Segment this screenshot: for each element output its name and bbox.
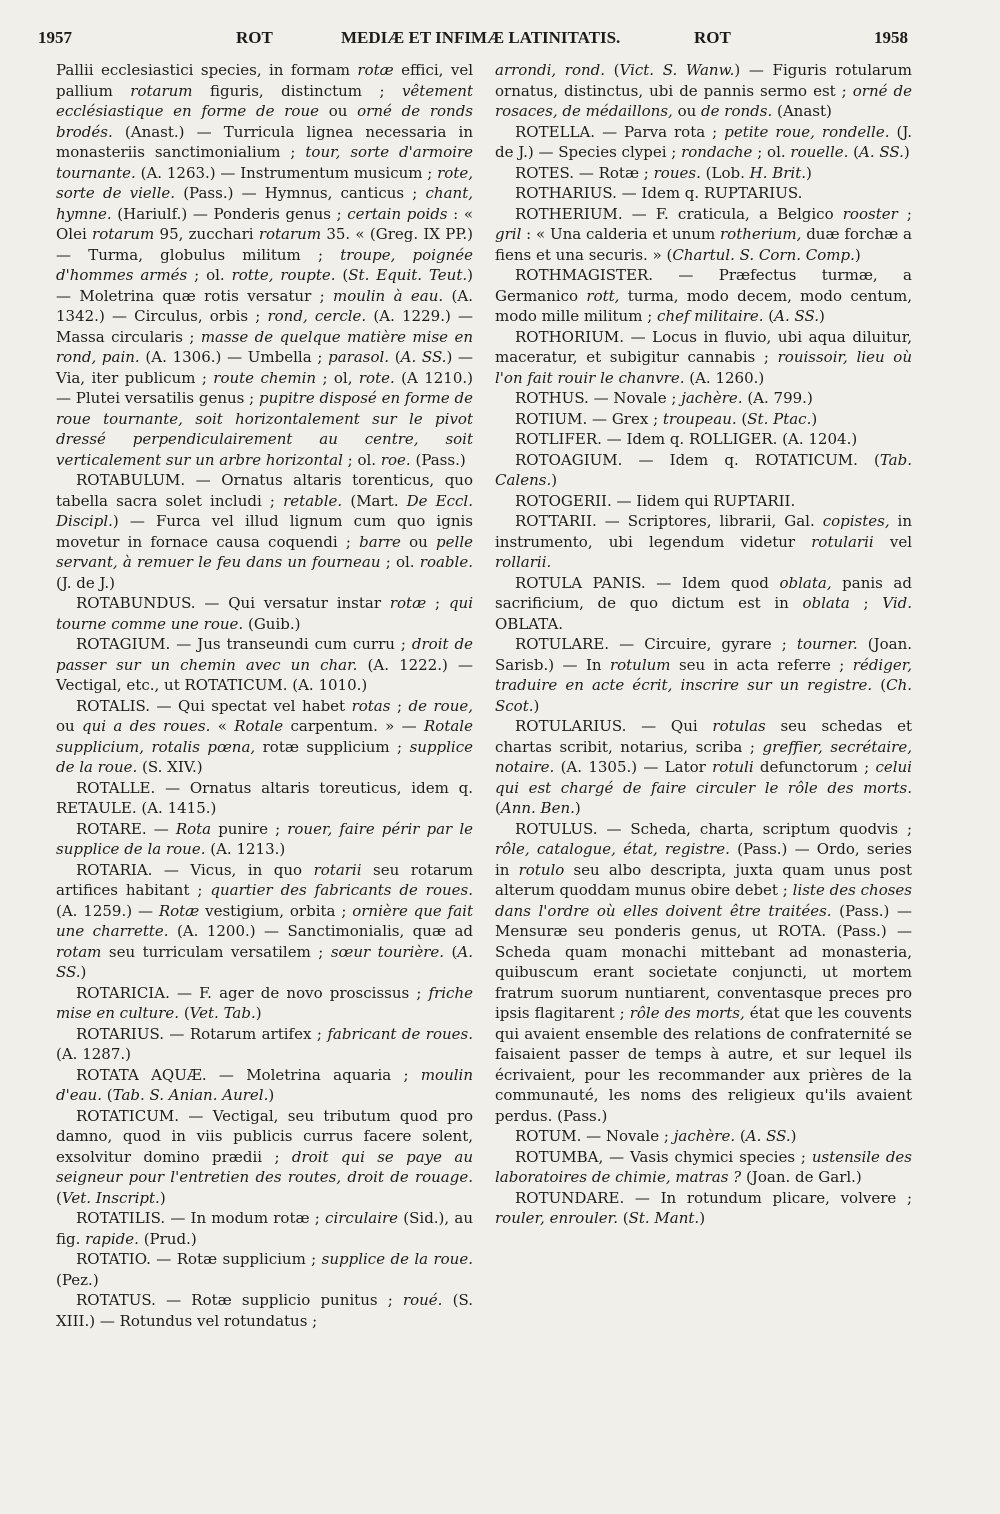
dictionary-entry: ROTULARIUS. — Qui rotulas seu schedas et chartas scribit, notarius, scriba ; greffier, secrétaire, notaire. (A. 1305.) — Lator rotuli defunctorum ; celui qui est chargé de faire circuler le rôle des morts. (Ann. Ben.): [495, 717, 912, 817]
dictionary-entry: ROTUMBA, — Vasis chymici species ; ustensile des laboratoires de chimie, matras ? (Joan. de Garl.): [495, 1147, 912, 1186]
dictionary-entry: ROTARE. — Rota punire ; rouer, faire périr par le supplice de la roue. (A. 1213.): [56, 819, 473, 858]
dictionary-entry: ROTARICIA. — F. ager de novo proscissus ; friche mise en culture. (Vet. Tab.): [56, 983, 473, 1022]
left-column: [56, 60, 473, 1331]
dictionary-entry: ROTES. — Rotæ ; roues. (Lob. H. Brit.): [515, 163, 812, 182]
dictionary-entry: ROTULUS. — Scheda, charta, scriptum quodvis ; rôle, catalogue, état, registre. (Pass.) — Ordo, series in rotulo seu albo descripta, juxta quam unus post alterum quoddam munus obire debet ; liste des choses dans l'ordre où elles doivent être traitées. (Pass.) — Mensuræ seu ponderis genus, ut ROTA. (Pass.) — Scheda quam monachi mittebant ad monasteria, quibuscum erant societate conjuncti, ut mortem fratrum suorum nuntiarent, conventasque preces pro ipsis flagitarent ; rôle des morts, état que les couvents qui avaient ensemble des relations de confraternité se faisaient passer de temps à autre, et sur lequel ils écrivaient, pour les recommander aux prières de la communauté, les noms des religieux qu'ils avaient perdus. (Pass.): [495, 819, 912, 1125]
dictionary-entry: ROTIUM. — Grex ; troupeau. (St. Ptac.): [515, 409, 818, 428]
dictionary-entry: ROTHORIUM. — Locus in fluvio, ubi aqua diluitur, maceratur, et subigitur cannabis ; rouissoir, lieu où l'on fait rouir le chanvre. (A. 1260.): [495, 327, 912, 387]
dictionary-entry: ROTELLA. — Parva rota ; petite roue, rondelle. (J. de J.) — Species clypei ; rondache ; ol. rouelle. (A. SS.): [495, 122, 912, 161]
dictionary-entry: ROTATIO. — Rotæ supplicium ; supplice de la roue. (Pez.): [56, 1250, 473, 1289]
running-header: [38, 28, 970, 56]
dictionary-entry: ROTABULUM. — Ornatus altaris torenticus, quo tabella sacra solet includi ; retable. (Mart. De Eccl. Discipl.) — Furca vel illud lignum cum quo ignis movetur in fornace causa coquendi ; barre ou pelle servant, à remuer le feu dans un fourneau ; ol. roable. (J. de J.): [56, 471, 473, 592]
page-number-left: 1957: [38, 28, 72, 47]
dictionary-entry: ROTATA AQUÆ. — Moletrina aquaria ; moulin d'eau. (Tab. S. Anian. Aurel.): [56, 1065, 473, 1104]
dictionary-entry: ROTALLE. — Ornatus altaris toreuticus, idem q. RETAULE. (A. 1415.): [56, 778, 473, 817]
dictionary-entry: ROTARIUS. — Rotarum artifex ; fabricant de roues. (A. 1287.): [56, 1024, 473, 1063]
dictionary-entry: ROTUM. — Novale ; jachère. (A. SS.): [515, 1127, 797, 1145]
dictionary-entry: ROTULARE. — Circuire, gyrare ; tourner. (Joan. Sarisb.) — In rotulum seu in acta referre ; rédiger, traduire en acte écrit, inscrire sur un registre. (Ch. Scot.): [495, 635, 912, 715]
dictionary-entry: ROTUNDARE. — In rotundum plicare, volvere ; rouler, enrouler. (St. Mant.): [495, 1188, 912, 1227]
header-title: MEDIÆ ET INFIMÆ LATINITATIS.: [341, 28, 621, 47]
dictionary-entry: ROTULA PANIS. — Idem quod oblata, panis ad sacrificium, de quo dictum est in oblata ; Vid. OBLATA.: [495, 573, 912, 633]
dictionary-entry: ROTAGIUM. — Jus transeundi cum curru ; droit de passer sur un chemin avec un char. (A. 1222.) — Vectigal, etc., ut ROTATICUM. (A. 1010.): [56, 635, 473, 694]
header-word-left: ROT: [236, 28, 273, 47]
dictionary-entry: ROTLIFER. — Idem q. ROLLIGER. (A. 1204.): [515, 430, 858, 448]
dictionary-entry: ROTATUS. — Rotæ supplicio punitus ; roué. (S. XIII.) — Rotundus vel rotundatus ;: [56, 1291, 473, 1330]
dictionary-entry: ROTALIS. — Qui spectat vel habet rotas ; de roue, ou qui a des roues. « Rotale carpentum. » — Rotale supplicium, rotalis pœna, rotæ supplicium ; supplice de la roue. (S. XIV.): [56, 696, 473, 776]
dictionary-entry: ROTARIA. — Vicus, in quo rotarii seu rotarum artifices habitant ; quartier des fabricants de roues. (A. 1259.) — Rotæ vestigium, orbita ; ornière que fait une charrette. (A. 1200.) — Sanctimonialis, quæ ad rotam seu turriculam versatilem ; sœur tourière. (A. SS.): [56, 860, 474, 981]
dictionary-entry: ROTHMAGISTER. — Præfectus turmæ, a Germanico rott, turma, modo decem, modo centum, modo mille militum ; chef militaire. (A. SS.): [495, 266, 913, 325]
dictionary-entry: ROTOAGIUM. — Idem q. ROTATICUM. (Tab. Calens.): [495, 450, 912, 489]
dictionary-entry: ROTABUNDUS. — Qui versatur instar rotæ ; qui tourne comme une roue. (Guib.): [56, 594, 473, 633]
dictionary-entry: arrondi, rond. (Vict. S. Wanw.) — Figuris rotularum ornatus, distinctus, ubi de pannis sermo est ; orné de rosaces, de médaillons, ou de ronds. (Anast): [495, 61, 912, 120]
dictionary-entry: ROTATICUM. — Vectigal, seu tributum quod pro damno, quod in viis publicis currus facere solent, exsolvitur domino prædii ; droit qui se paye au seigneur pour l'entretien des routes, droit de rouage. (Vet. Inscript.): [56, 1106, 473, 1207]
dictionary-entry: ROTOGERII. — Iidem qui RUPTARII.: [515, 491, 796, 510]
dictionary-entry: ROTHERIUM. — F. craticula, a Belgico rooster ; gril : « Una calderia et unum rotherium, duæ forchæ a fiens et una securis. » (Chartul. S. Corn. Comp.): [495, 204, 912, 264]
page-number-right: 1958: [874, 28, 908, 47]
dictionary-entry: Pallii ecclesiastici species, in formam rotæ effici, vel pallium rotarum figuris, distinctum ; vêtement ecclésiastique en forme de roue ou orné de ronds brodés. (Anast.) — Turricula lignea necessaria in monasteriis sanctimonialium ; tour, sorte d'armoire tournante. (A. 1263.) — Instrumentum musicum ; rote, sorte de vielle. (Pass.) — Hymnus, canticus ; chant, hymne. (Hariulf.) — Ponderis genus ; certain poids : « Olei rotarum 95, zucchari rotarum 35. « (Greg. IX PP.) — Turma, globulus militum ; troupe, poignée d'hommes armés ; ol. rotte, roupte. (St. Equit. Teut.) — Moletrina quæ rotis versatur ; moulin à eau. (A. 1342.) — Circulus, orbis ; rond, cercle. (A. 1229.) — Massa circularis ; masse de quelque matière mise en rond, pain. (A. 1306.) — Umbella ; parasol. (A. SS.) — Via, iter publicum ; route chemin ; ol, rote. (A 1210.) — Plutei versatilis genus ; pupitre disposé en forme de roue tournante, soit horizontalement sur le pivot dressé perpendiculairement au centre, soit verticalement sur un arbre horizontal ; ol. roe. (Pass.): [56, 61, 474, 469]
right-column: [495, 60, 912, 1229]
dictionary-entry: ROTTARII. — Scriptores, librarii, Gal. copistes, in instrumento, ubi legendum videtur rotularii vel rollarii.: [495, 512, 912, 571]
header-word-right: ROT: [694, 28, 731, 47]
dictionary-entry: ROTATILIS. — In modum rotæ ; circulaire (Sid.), au fig. rapide. (Prud.): [56, 1209, 473, 1248]
dictionary-entry: ROTHUS. — Novale ; jachère. (A. 799.): [515, 389, 813, 407]
dictionary-entry: ROTHARIUS. — Idem q. RUPTARIUS.: [515, 184, 803, 202]
